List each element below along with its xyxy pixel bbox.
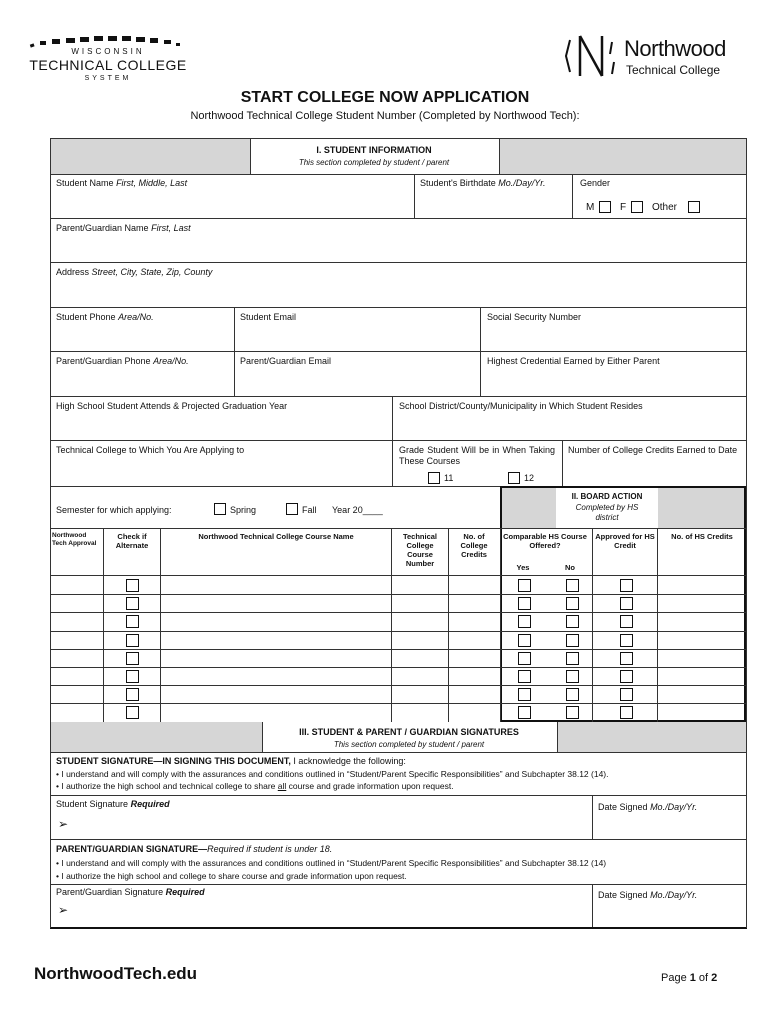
wtcs-logo-line1: WISCONSIN (71, 47, 145, 56)
form-bottom-rule (50, 927, 747, 929)
wtcs-logo (28, 34, 188, 90)
gender-other-label: Other (652, 202, 678, 213)
bullet-4: • I authorize the high school and college to share course and grade information upon request. (56, 871, 407, 881)
th-hs-credits: No. of HS Credits (671, 532, 733, 541)
credential-label: Highest Credential Earned by Either Parent (487, 356, 660, 366)
fall-checkbox[interactable] (286, 503, 298, 515)
fall-label: Fall (302, 505, 317, 515)
comparable-no-checkbox[interactable] (566, 615, 579, 628)
student-sig-heading: STUDENT SIGNATURE—IN SIGNING THIS DOCUMENT, I acknowledge the following: (56, 756, 406, 766)
spring-label: Spring (230, 505, 257, 515)
ssn-label: Social Security Number (487, 312, 582, 322)
comparable-yes-checkbox[interactable] (518, 688, 531, 701)
section1-note: This section completed by student / parent (298, 158, 450, 167)
approved-hs-credit-checkbox[interactable] (620, 706, 633, 719)
gender-m-label: M (586, 202, 595, 213)
parent-phone-label: Parent/Guardian Phone Area/No. (56, 356, 189, 366)
bullet-2: • I authorize the high school and technical college to share all course and grade information upon request. (56, 781, 454, 791)
alternate-checkbox[interactable] (126, 688, 139, 701)
parent-name-label: Parent/Guardian Name First, Last (56, 223, 191, 233)
section1-title: I. STUDENT INFORMATION (316, 145, 432, 155)
alternate-checkbox[interactable] (126, 652, 139, 665)
th-alternate: Check if Alternate (115, 532, 149, 550)
approved-hs-credit-checkbox[interactable] (620, 634, 633, 647)
approved-hs-credit-checkbox[interactable] (620, 597, 633, 610)
student-signature-field[interactable] (120, 812, 586, 838)
ntc-logo-name: Northwood (624, 36, 726, 61)
comparable-yes-checkbox[interactable] (518, 652, 531, 665)
th-approval: Northwood Tech Approval (52, 532, 97, 547)
gender-f-label: F (620, 202, 627, 213)
gender-label: Gender (580, 178, 611, 188)
ntc-logo-sub: Technical College (626, 63, 721, 77)
section2-note: Completed by HS district (575, 503, 639, 522)
gender-f-checkbox[interactable] (631, 201, 643, 213)
credits-earned-label: Number of College Credits Earned to Date (568, 445, 738, 455)
approved-hs-credit-checkbox[interactable] (620, 688, 633, 701)
alternate-checkbox[interactable] (126, 579, 139, 592)
section3-title: III. STUDENT & PARENT / GUARDIAN SIGNATURES (299, 727, 519, 737)
grade-12-label: 12 (524, 473, 535, 483)
section3-note: This section completed by student / parent (333, 740, 485, 749)
address-label: Address Street, City, State, Zip, County (56, 267, 213, 277)
comparable-no-checkbox[interactable] (566, 579, 579, 592)
alternate-checkbox[interactable] (126, 597, 139, 610)
wtcs-logo-line3: SYSTEM (84, 75, 132, 82)
student-sig-arrow-icon: ➢ (58, 817, 69, 831)
gender-other-checkbox[interactable] (688, 201, 700, 213)
grade-11-label: 11 (444, 473, 454, 483)
parent-sig-label: Parent/Guardian Signature Required (56, 887, 205, 897)
parent-date-label: Date Signed Mo./Day/Yr. (598, 890, 698, 900)
ntc-mark-icon (562, 32, 622, 84)
comparable-no-checkbox[interactable] (566, 706, 579, 719)
gender-m-checkbox[interactable] (599, 201, 611, 213)
approved-hs-credit-checkbox[interactable] (620, 670, 633, 683)
th-course-number: Technical College Course Number (402, 532, 438, 568)
approved-hs-credit-checkbox[interactable] (620, 652, 633, 665)
approved-hs-credit-checkbox[interactable] (620, 579, 633, 592)
parent-signature-field[interactable] (120, 898, 586, 924)
approved-hs-credit-checkbox[interactable] (620, 615, 633, 628)
alternate-checkbox[interactable] (126, 634, 139, 647)
footer-site: NorthwoodTech.edu (34, 964, 198, 983)
comparable-yes-checkbox[interactable] (518, 579, 531, 592)
th-credits: No. of College Credits (460, 532, 488, 559)
comparable-yes-checkbox[interactable] (518, 670, 531, 683)
district-label: School District/County/Municipality in Which Student Resides (399, 401, 643, 411)
th-course-name: Northwood Technical College Course Name (198, 532, 354, 541)
spring-checkbox[interactable] (214, 503, 226, 515)
student-email-label: Student Email (240, 312, 297, 322)
th-no: No (565, 563, 575, 572)
wtcs-logo-line2: TECHNICAL COLLEGE (29, 57, 187, 73)
parent-sig-heading: PARENT/GUARDIAN SIGNATURE—Required if student is under 18. (56, 844, 333, 854)
parent-date-field[interactable] (600, 904, 740, 926)
student-sig-label: Student Signature Required (56, 799, 170, 809)
grade-11-checkbox[interactable] (428, 472, 440, 484)
alternate-checkbox[interactable] (126, 615, 139, 628)
alternate-checkbox[interactable] (126, 670, 139, 683)
table-row (50, 594, 747, 612)
bullet-3: • I understand and will comply with the assurances and conditions outlined in “Student/Parent Specific Responsibilities” and Subchapter 38.12 (14) (56, 858, 607, 868)
student-name-label: Student Name First, Middle, Last (56, 178, 188, 188)
table-row (50, 631, 747, 649)
high-school-label: High School Student Attends & Projected Graduation Year (56, 401, 288, 411)
comparable-no-checkbox[interactable] (566, 688, 579, 701)
th-comparable: Comparable HS Course Offered? (503, 532, 587, 550)
birthdate-label: Student's Birthdate Mo./Day/Yr. (420, 178, 546, 188)
comparable-no-checkbox[interactable] (566, 597, 579, 610)
comparable-yes-checkbox[interactable] (518, 706, 531, 719)
comparable-no-checkbox[interactable] (566, 670, 579, 683)
year-label: Year 20____ (332, 505, 383, 515)
bullet-1: • I understand and will comply with the assurances and conditions outlined in “Student/Parent Specific Responsibilities” and Subchapter 38.12 (14). (56, 769, 609, 779)
th-approved: Approved for HS Credit (595, 532, 655, 550)
student-date-field[interactable] (600, 816, 740, 838)
parent-email-label: Parent/Guardian Email (240, 356, 332, 366)
section2-title: II. BOARD ACTION (571, 492, 643, 501)
grade-label: Grade Student Will be in When Taking These Courses (399, 445, 555, 466)
comparable-no-checkbox[interactable] (566, 634, 579, 647)
grade-12-checkbox[interactable] (508, 472, 520, 484)
comparable-yes-checkbox[interactable] (518, 634, 531, 647)
comparable-yes-checkbox[interactable] (518, 615, 531, 628)
semester-label: Semester for which applying: (56, 505, 172, 515)
th-yes: Yes (516, 563, 530, 572)
parent-sig-arrow-icon: ➢ (58, 903, 69, 917)
page-title: START COLLEGE NOW APPLICATION (240, 89, 530, 106)
alternate-checkbox[interactable] (126, 706, 139, 719)
student-date-label: Date Signed Mo./Day/Yr. (598, 802, 698, 812)
student-phone-label: Student Phone Area/No. (56, 312, 154, 322)
comparable-yes-checkbox[interactable] (518, 597, 531, 610)
table-row (50, 667, 747, 685)
comparable-no-checkbox[interactable] (566, 652, 579, 665)
footer-page: Page 1 of 2 (661, 972, 718, 984)
table-row (50, 612, 747, 630)
table-row (50, 576, 747, 594)
ntc-logo (562, 32, 752, 84)
table-row (50, 703, 747, 721)
section1-header-box (250, 138, 500, 174)
tech-college-label: Technical College to Which You Are Applying to (56, 445, 245, 455)
table-row (50, 685, 747, 703)
page-subtitle: Northwood Technical College Student Number (Completed by Northwood Tech): (190, 110, 580, 122)
table-row (50, 649, 747, 667)
